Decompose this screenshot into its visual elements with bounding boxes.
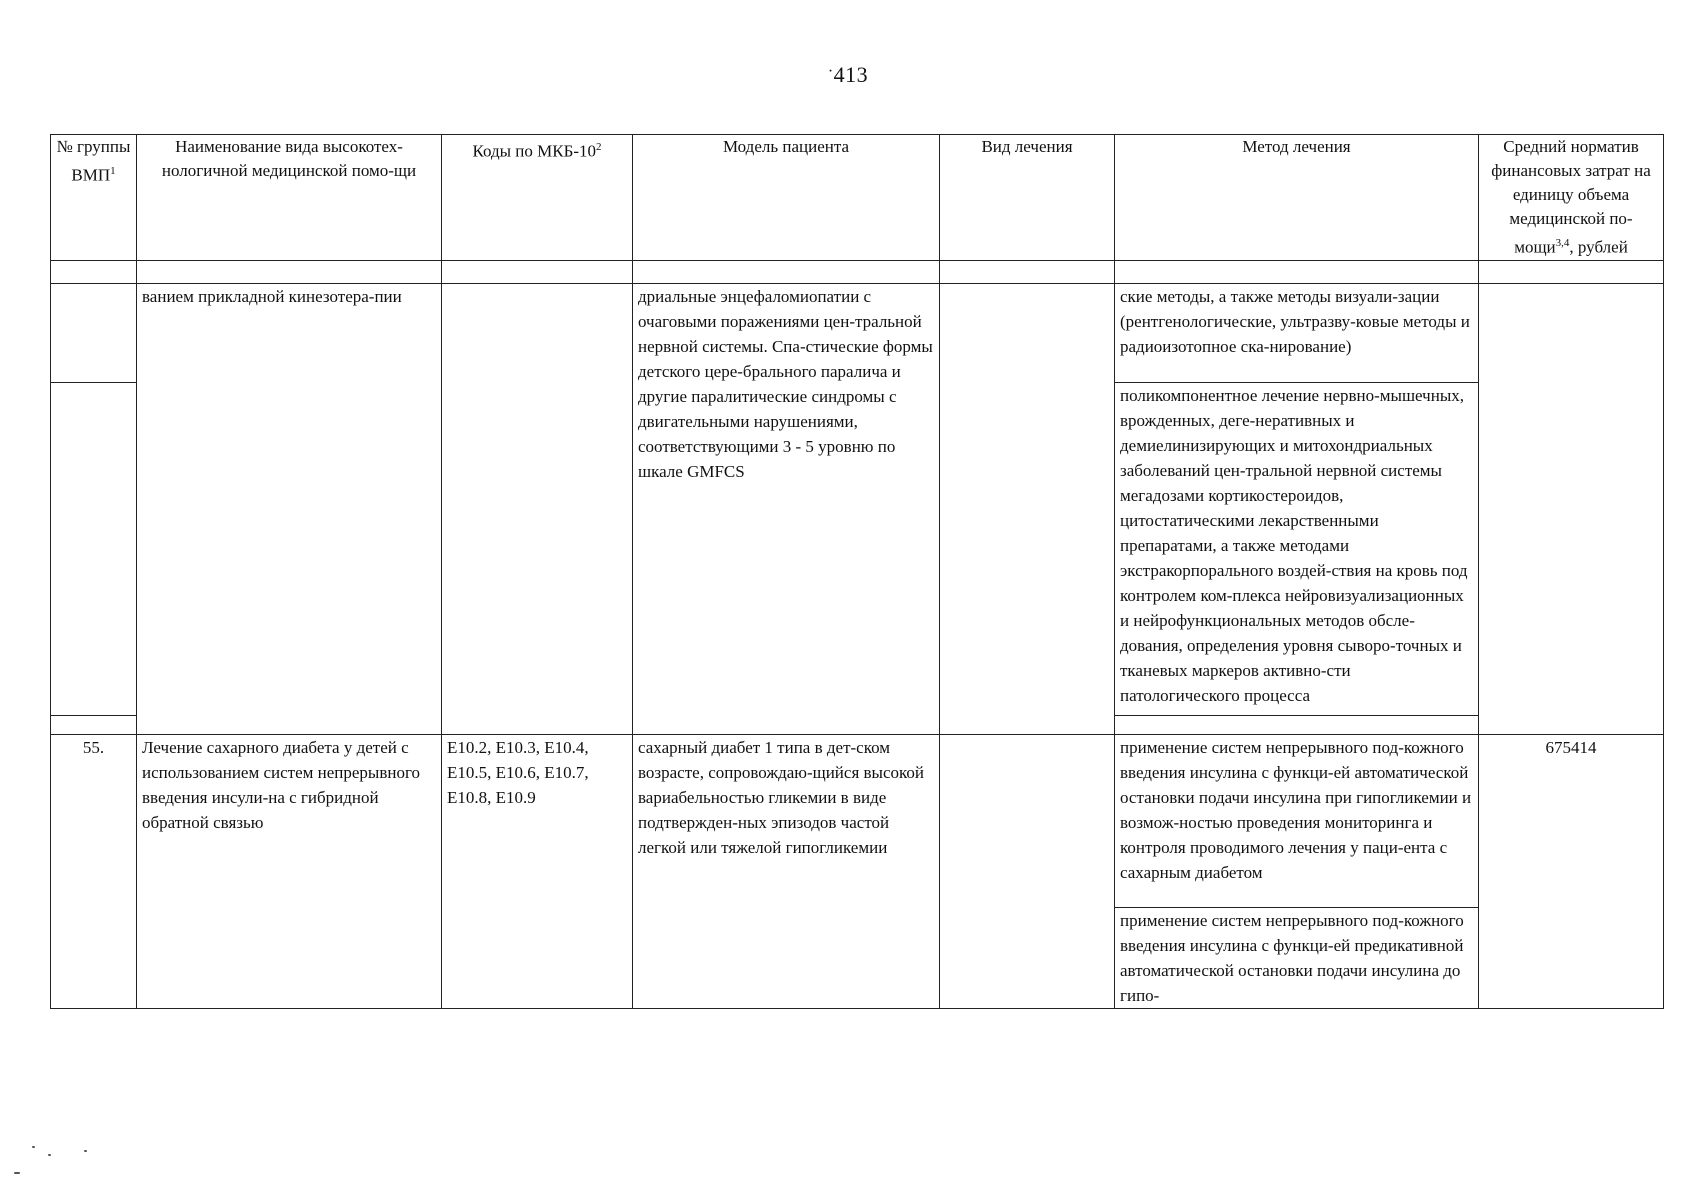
header-cost: Средний норматив финансовых затрат на единицу объема медицинской по-мощи$^{3,4}$, рублей xyxy=(1479,135,1664,261)
scan-speck xyxy=(48,1154,51,1156)
header-group-number: № группы ВМП$^1$ xyxy=(51,135,137,261)
table-header-row xyxy=(51,135,1664,261)
row55-name: Лечение сахарного диабета у детей с использованием систем непрерывного введения инсули-на с гибридной обратной связью xyxy=(137,734,442,1008)
row55-cost: 675414 xyxy=(1479,734,1664,1008)
continuation-patient-model: дриальные энцефаломиопатии с очаговыми поражениями цен-тральной нервной системы. Спа-стические формы детского цере-брального паралича и другие паралитические синдромы с двигательными нарушениями, соответствующими 3 - 5 уровню по шкале GMFCS xyxy=(633,283,940,734)
vmp-table xyxy=(50,134,1664,1009)
continuation-cost xyxy=(1479,283,1664,734)
table-row-continuation xyxy=(51,283,1664,382)
continuation-method-2: поликомпонентное лечение нервно-мышечных, врожденных, деге-неративных и демиелинизирующих и митохондриальных заболеваний цен-тральной нервной системы мегадозами кортикостероидов, цитостатическими лекарственными препаратами, а также методами экстракорпорального воздей-ствия на кровь под контролем ком-плекса нейровизуализационных и нейрофункциональных методов обсле-дования, определения уровня сыворо-точных и тканевых маркеров активно-сти патологического процесса xyxy=(1115,382,1479,715)
header-treatment-type: Вид лечения xyxy=(940,135,1115,261)
continuation-treatment-type xyxy=(940,283,1115,734)
continuation-number-cell xyxy=(51,283,137,382)
row55-patient-model: сахарный диабет 1 типа в дет-ском возрасте, сопровождаю-щийся высокой вариабельностью гликемии в виде подтвержден-ных эпизодов частой легкой или тяжелой гипогликемии xyxy=(633,734,940,1008)
scan-speck xyxy=(84,1150,87,1152)
header-spacer-row xyxy=(51,260,1664,283)
row55-method-2: применение систем непрерывного под-кожного введения инсулина с функци-ей предикативной автоматической остановки подачи инсулина до гипо- xyxy=(1115,907,1479,1008)
continuation-number-cell-2 xyxy=(51,382,137,715)
header-patient-model: Модель пациента xyxy=(633,135,940,261)
continuation-icd xyxy=(442,283,633,734)
header-treatment-method: Метод лечения xyxy=(1115,135,1479,261)
scan-speck xyxy=(14,1172,20,1174)
page-number: ·413 xyxy=(827,62,869,87)
row55-method-1: применение систем непрерывного под-кожного введения инсулина с функци-ей автоматической остановки подачи инсулина при гипогликемии и возмож-ностью проведения мониторинга и контроля проводимого лечения у паци-ента с сахарным диабетом xyxy=(1115,734,1479,907)
continuation-name: ванием прикладной кинезотера-пии xyxy=(137,283,442,734)
header-icd-codes: Коды по МКБ-$10^2$ xyxy=(442,135,633,261)
continuation-method-1: ские методы, а также методы визуали-зации (рентгенологические, ультразву-ковые методы и радиоизотопное ска-нирование) xyxy=(1115,283,1479,382)
row55-icd: E10.2, E10.3, E10.4, E10.5, E10.6, E10.7, E10.8, E10.9 xyxy=(442,734,633,1008)
row55-treatment-type xyxy=(940,734,1115,1008)
row55-number: 55. xyxy=(51,734,137,1008)
scan-speck xyxy=(32,1146,35,1148)
table-row-55 xyxy=(51,734,1664,907)
header-vmp-name: Наименование вида высокотех-нологичной медицинской помо-щи xyxy=(137,135,442,261)
